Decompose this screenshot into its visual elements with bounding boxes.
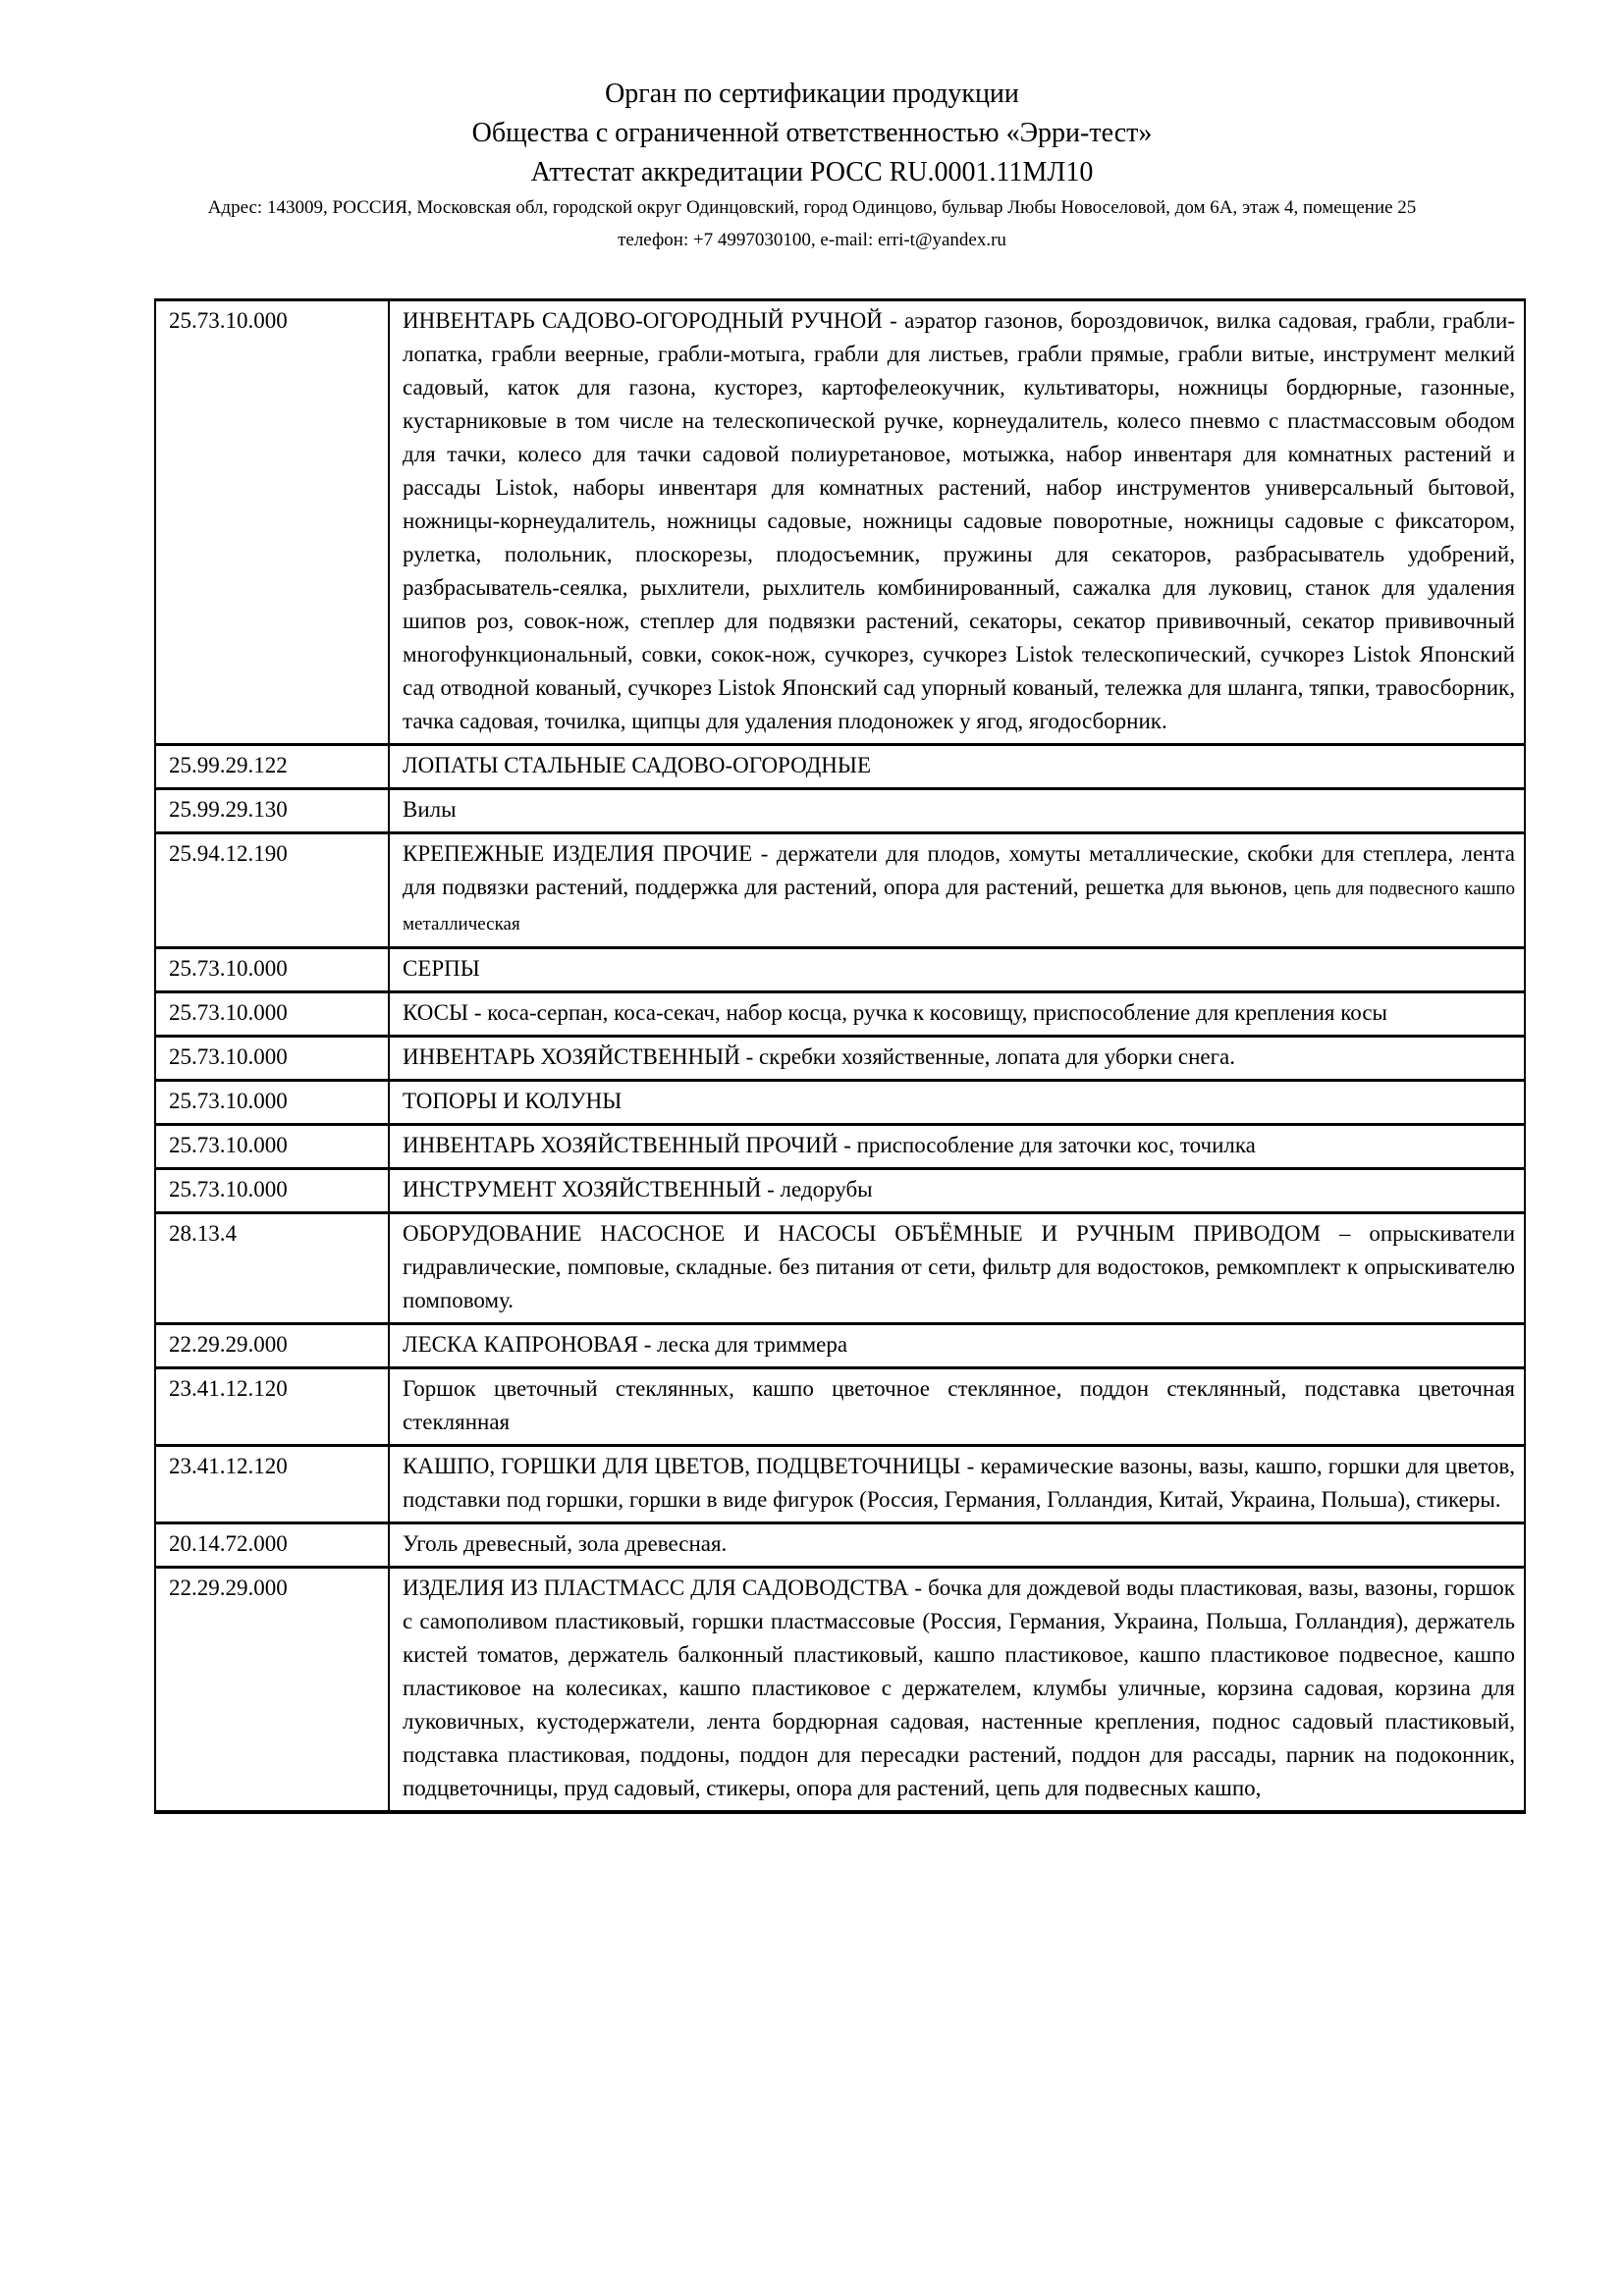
- table-row: [155, 992, 1525, 1037]
- code-cell: 22.29.29.000: [155, 1568, 389, 1813]
- description-title: СЕРПЫ: [403, 956, 480, 981]
- table-row: [155, 1213, 1525, 1324]
- description-text: - леска для триммера: [643, 1332, 848, 1357]
- description-title: КОСЫ: [403, 1000, 469, 1025]
- description-cell: [389, 1213, 1525, 1324]
- description-title: ЛЕСКА КАПРОНОВАЯ: [403, 1332, 638, 1357]
- description-cell: [389, 745, 1525, 789]
- description-title: ИЗДЕЛИЯ ИЗ ПЛАСТМАСС ДЛЯ САДОВОДСТВА: [403, 1575, 909, 1600]
- description-title: ОБОРУДОВАНИЕ НАСОСНОЕ И НАСОСЫ ОБЪЁМНЫЕ И РУЧНЫМ ПРИВОДОМ –: [403, 1221, 1351, 1246]
- description-cell: [389, 948, 1525, 992]
- description-text: Вилы: [403, 797, 457, 822]
- description-text: - керамические вазоны, вазы, кашпо, горшки для цветов, подставки под горшки, горшки в виде фигурок (Россия, Германия, Голландия, Китай, Украина, Польша), стикеры.: [403, 1454, 1516, 1512]
- description-title: КАШПО, ГОРШКИ ДЛЯ ЦВЕТОВ, ПОДЦВЕТОЧНИЦЫ: [403, 1454, 961, 1478]
- code-cell: 25.73.10.000: [155, 992, 389, 1037]
- description-text: Горшок цветочный стеклянных, кашпо цветочное стеклянное, поддон стеклянный, подставка цветочная стеклянная: [403, 1376, 1515, 1434]
- description-cell: [389, 833, 1525, 948]
- code-cell: 25.73.10.000: [155, 1125, 389, 1169]
- description-cell: [389, 1368, 1525, 1446]
- description-text: - держатели для плодов, хомуты металлические, скобки для степлера, лента для подвязки растений, поддержка для растений, опора для растений, решетка для вьюнов,: [403, 841, 1516, 899]
- org-title-line-2: Общества с ограниченной ответственностью «Эрри-тест»: [471, 118, 1153, 148]
- description-text: - приспособление для заточки кос, точилка: [843, 1133, 1256, 1157]
- description-cell: [389, 1081, 1525, 1125]
- description-text: Уголь древесный, зола древесная.: [403, 1531, 728, 1556]
- table-row: [155, 1523, 1525, 1568]
- description-cell: [389, 1446, 1525, 1523]
- code-cell: 28.13.4: [155, 1213, 389, 1324]
- code-cell: 25.73.10.000: [155, 1081, 389, 1125]
- code-cell: 25.99.29.122: [155, 745, 389, 789]
- description-cell: [389, 992, 1525, 1037]
- code-cell: 25.94.12.190: [155, 833, 389, 948]
- document-header: [0, 0, 1624, 253]
- code-cell: 25.99.29.130: [155, 789, 389, 833]
- product-table-body: [155, 300, 1525, 1813]
- description-text: - коса-серпан, коса-секач, набор косца, ручка к косовищу, приспособление для крепления косы: [473, 1000, 1387, 1025]
- table-row: [155, 1169, 1525, 1213]
- table-row: [155, 1568, 1525, 1813]
- code-cell: 25.73.10.000: [155, 1037, 389, 1081]
- description-cell: [389, 1037, 1525, 1081]
- description-cell: [389, 1125, 1525, 1169]
- code-cell: 25.73.10.000: [155, 1169, 389, 1213]
- code-cell: 20.14.72.000: [155, 1523, 389, 1568]
- code-cell: 23.41.12.120: [155, 1368, 389, 1446]
- table-row: [155, 1037, 1525, 1081]
- description-text: - аэратор газонов, бороздовичок, вилка садовая, грабли, грабли-лопатка, грабли веерные, грабли-мотыга, грабли для листьев, грабли прямые, грабли витые, инструмент мелкий садовый, каток для газона, кусторез, картофелеокучник, культиваторы, ножницы бордюрные, газонные, кустарниковые в том числе на телескопической ручке, корнеудалитель, колесо пневмо с пластмассовым ободом для тачки, колесо для тачки садовой полиуретановое, мотыжка, набор инвентаря для комнатных растений и рассады Listok, наборы инвентаря для комнатных растений, набор инструментов универсальный бытовой, ножницы-корнеудалитель, ножницы садовые, ножницы садовые поворотные, ножницы садовые с фиксатором, рулетка, полольник, плоскорезы, плодосъемник, пружины для секаторов, разбрасыватель удобрений, разбрасыватель-сеялка, рыхлители, рыхлитель комбинированный, сажалка для луковиц, станок для удаления шипов роз, совок-нож, степлер для подвязки растений, секаторы, секатор прививочный, секатор прививочный многофункциональный, совки, сокок-нож, сучкорез, сучкорез Listok телескопический, сучкорез Listok Японский сад отводной кованый, сучкорез Listok Японский сад упорный кованый, тележка для шланга, тяпки, травосборник, тачка садовая, точилка, щипцы для удаления плодоножек у ягод, ягодосборник.: [403, 308, 1515, 733]
- description-smalltext: цепь для подвесного кашпо металлическая: [403, 879, 1515, 934]
- code-cell: 25.73.10.000: [155, 300, 389, 745]
- description-cell: [389, 1324, 1525, 1368]
- table-row: [155, 745, 1525, 789]
- description-cell: [389, 1523, 1525, 1568]
- table-row: [155, 789, 1525, 833]
- description-title: ИНВЕНТАРЬ САДОВО-ОГОРОДНЫЙ РУЧНОЙ: [403, 308, 883, 333]
- table-row: [155, 1081, 1525, 1125]
- description-text: - бочка для дождевой воды пластиковая, вазы, вазоны, горшок с самополивом пластиковый, горшки пластмассовые (Россия, Германия, Украина, Польша, Голландия), держатель кистей томатов, держатель балконный пластиковый, кашпо пластиковое, кашпо пластиковое подвесное, кашпо пластиковое на колесиках, кашпо пластиковое с держателем, клумбы уличные, корзина садовая, корзина для луковичных, кустодержатели, лента бордюрная садовая, настенные крепления, поднос садовый пластиковый, подставка пластиковая, поддоны, поддон для пересадки растений, поддон для рассады, парник на подоконник, подцветочницы, пруд садовый, стикеры, опора для растений, цепь для подвесных кашпо,: [403, 1575, 1515, 1800]
- code-cell: 22.29.29.000: [155, 1324, 389, 1368]
- org-title-line-1: Орган по сертификации продукции: [605, 79, 1019, 109]
- table-row: [155, 948, 1525, 992]
- description-title: ИНСТРУМЕНТ ХОЗЯЙСТВЕННЫЙ: [403, 1177, 762, 1201]
- code-cell: 25.73.10.000: [155, 948, 389, 992]
- table-row: [155, 833, 1525, 948]
- description-cell: [389, 300, 1525, 745]
- description-text: - ледорубы: [767, 1177, 873, 1201]
- description-title: ИНВЕНТАРЬ ХОЗЯЙСТВЕННЫЙ ПРОЧИЙ: [403, 1133, 839, 1157]
- table-row: [155, 1446, 1525, 1523]
- address-line: Адрес: 143009, РОССИЯ, Московская обл, городской округ Одинцовский, город Одинцово, бульвар Любы Новоселовой, дом 6А, этаж 4, помещение 25: [207, 197, 1417, 218]
- description-text: - скребки хозяйственные, лопата для уборки снега.: [745, 1044, 1236, 1069]
- description-title: ИНВЕНТАРЬ ХОЗЯЙСТВЕННЫЙ: [403, 1044, 740, 1069]
- table-row: [155, 1324, 1525, 1368]
- product-table: [154, 298, 1526, 1814]
- description-text: опрыскиватели гидравлические, помповые, складные. без питания от сети, фильтр для водостоков, ремкомплект к опрыскивателю помповому.: [403, 1221, 1516, 1312]
- contact-line: телефон: +7 4997030100, e-mail: erri-t@yandex.ru: [618, 230, 1006, 250]
- description-title: КРЕПЕЖНЫЕ ИЗДЕЛИЯ ПРОЧИЕ: [403, 841, 753, 866]
- accreditation-line: Аттестат аккредитации РОСС RU.0001.11МЛ10: [530, 157, 1094, 187]
- description-title: ТОПОРЫ И КОЛУНЫ: [403, 1089, 623, 1113]
- table-row: [155, 1125, 1525, 1169]
- code-cell: 23.41.12.120: [155, 1446, 389, 1523]
- description-cell: [389, 1169, 1525, 1213]
- table-row: [155, 300, 1525, 745]
- description-title: ЛОПАТЫ СТАЛЬНЫЕ САДОВО-ОГОРОДНЫЕ: [403, 753, 871, 777]
- table-row: [155, 1368, 1525, 1446]
- description-cell: [389, 1568, 1525, 1813]
- description-cell: [389, 789, 1525, 833]
